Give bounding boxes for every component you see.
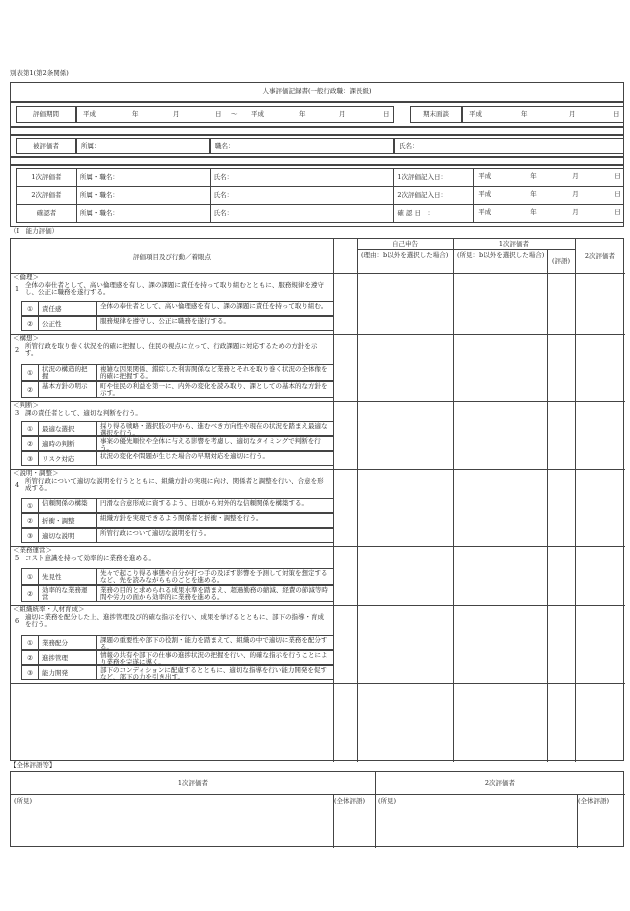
- col-self-header: 自己申告: [392, 240, 418, 248]
- sub-item-text: 服務規律を遵守し、公正に職務を遂行する。: [100, 317, 230, 325]
- sub-item-number: ①: [27, 424, 33, 433]
- sub-item-text: 複雑な因果関係、錯綜した利害関係など業務とそれを取り巻く状況の全体像を的確に把握する。: [100, 365, 328, 381]
- evaluator-role: 確認者: [17, 205, 77, 223]
- col-second-header: 2次評価者: [584, 252, 616, 260]
- sub-item-text: 部下のコンディションに配慮するとともに、適切な指導を行い能力開発を促すなど、部下の力を引き出す。: [100, 666, 327, 682]
- self-reason-cell[interactable]: [357, 469, 453, 546]
- sub-item-number: ②: [27, 516, 33, 525]
- sub-item-row: [21, 568, 333, 585]
- sub-item-text: 採り得る戦略・選択肢の中から、進むべき方向性や現在の状況を踏まえ最適な選択を行う。: [100, 422, 328, 438]
- sub-item-text: 組織方針を実現できるよう関係者と折衝・調整を行う。: [100, 514, 263, 522]
- sub-item-number: ②: [27, 439, 33, 448]
- first-comment-cell[interactable]: [453, 273, 547, 334]
- period-label-cell: 評価期間: [16, 106, 76, 123]
- second-rating-cell[interactable]: [575, 334, 625, 401]
- sub-item-row: [21, 316, 333, 331]
- evaluator-date[interactable]: 平成 年 月 日: [474, 169, 624, 187]
- sub-item-row: [21, 513, 333, 528]
- category-description: 所管行政を取り巻く状況を的確に把握し、住民の視点に立って、行政課題に対応するための方針を示す。: [25, 342, 318, 358]
- category-block: [11, 273, 625, 334]
- self-reason-cell[interactable]: [357, 546, 453, 605]
- first-rating-cell[interactable]: [547, 401, 575, 469]
- self-rating-cell[interactable]: [333, 605, 357, 683]
- sub-item-name: 状況の構造的把握: [42, 365, 88, 381]
- category-heading: ＜説明・調整＞: [13, 469, 59, 477]
- first-comment-cell[interactable]: [453, 605, 547, 683]
- evaluatee-affiliation[interactable]: 所属：: [76, 138, 210, 154]
- first-rating[interactable]: (全体評語): [334, 797, 366, 805]
- sub-item-number: ②: [27, 319, 33, 328]
- sub-item-number: ②: [27, 653, 33, 662]
- overall-table: [10, 771, 624, 847]
- evaluatee-name[interactable]: 氏名：: [394, 138, 624, 154]
- self-reason-cell[interactable]: [357, 334, 453, 401]
- category-heading: ＜組織統率・人材育成＞: [13, 605, 85, 613]
- category-block: [11, 401, 625, 469]
- sub-item-name: 信頼関係の構築: [42, 499, 88, 507]
- first-comment-cell[interactable]: [453, 401, 547, 469]
- overall-second-header: 2次評価者: [484, 779, 516, 787]
- sub-item-text: 町や住民の利益を第一に、内外の変化を読み取り、課としての基本的な方針を示す。: [100, 382, 328, 398]
- sub-item-row: [21, 498, 333, 513]
- sub-item-text: 所管行政について適切な説明を行う。: [100, 529, 211, 537]
- category-heading: ＜構想＞: [13, 334, 39, 342]
- evaluator-date[interactable]: 平成 年 月 日: [474, 205, 624, 223]
- title-bar: [10, 82, 624, 102]
- evaluatee-post[interactable]: 職名：: [210, 138, 394, 154]
- self-reason-cell[interactable]: [357, 273, 453, 334]
- sub-item-row: [21, 650, 333, 665]
- col-first-rating: (評語): [551, 257, 571, 265]
- self-rating-cell[interactable]: [333, 469, 357, 546]
- sub-item-number: ①: [27, 304, 33, 313]
- col-items-header: 評価項目及び行動／着眼点: [133, 253, 211, 261]
- self-reason-cell[interactable]: [357, 401, 453, 469]
- second-rating-cell[interactable]: [575, 273, 625, 334]
- self-rating-cell[interactable]: [333, 401, 357, 469]
- sub-item-row: [21, 528, 333, 543]
- sub-item-name: リスク対応: [42, 454, 75, 463]
- category-heading: ＜判断＞: [13, 401, 39, 409]
- col-self-sub: (理由：b以外を選択した場合): [361, 251, 449, 259]
- sub-item-name: 折衝・調整: [42, 516, 75, 525]
- evaluator-name[interactable]: 氏名：: [210, 205, 394, 223]
- sub-item-text: 課題の重要性や部下の役割・能力を踏まえて、組織の中で適切に業務を配分する。: [100, 636, 328, 652]
- first-rating-cell[interactable]: [547, 546, 575, 605]
- sub-item-name: 進捗管理: [42, 653, 68, 662]
- sub-item-row: [21, 364, 333, 381]
- self-rating-cell[interactable]: [333, 334, 357, 401]
- category-description: 課の責任者として、適切な判断を行う。: [25, 409, 142, 417]
- category-block: [11, 469, 625, 546]
- sub-item-number: ①: [27, 501, 33, 510]
- category-description: コスト意識を持って効率的に業務を進める。: [25, 554, 155, 562]
- category-block: [11, 546, 625, 605]
- evaluator-date-label: 1次評価記入日：: [394, 169, 474, 187]
- category-description: 適切に業務を配分した上、進捗管理及び的確な指示を行い、成果を挙げるとともに、部下の指導・育成を行う。: [25, 613, 324, 629]
- sub-item-name: 先見性: [42, 572, 62, 581]
- first-rating-cell[interactable]: [547, 469, 575, 546]
- col-first-header: 1次評価者: [498, 240, 530, 248]
- category-description: 所管行政について適切な説明を行うとともに、組織方針の実現に向け、関係者と調整を行い、合意を形成する。: [25, 477, 324, 493]
- second-rating[interactable]: (全体評語): [578, 797, 610, 805]
- category-description: 全体の奉仕者として、高い倫理感を有し、課の課題に責任を持って取り組むとともに、服務規律を遵守し、公正に職務を遂行する。: [25, 281, 324, 297]
- second-rating-cell[interactable]: [575, 469, 625, 546]
- sub-item-number: ③: [27, 531, 33, 540]
- sub-item-name: 適時の判断: [42, 439, 75, 448]
- annex-label: 別表第1(第2条関係): [10, 69, 69, 77]
- evaluator-name[interactable]: 氏名：: [210, 169, 394, 187]
- sub-item-text: 情報の共有や部下の仕事の進捗状況の把握を行い、的確な指示を行うことにより業務を完遂に導く。: [100, 651, 328, 667]
- sub-item-name: 効率的な業務運営: [42, 586, 88, 602]
- sub-item-name: 適切な説明: [42, 531, 75, 540]
- sub-item-number: ②: [27, 385, 33, 394]
- sub-item-text: 全体の奉仕者として、高い倫理感を有し、課の課題に責任を持って取り組む。: [100, 302, 328, 310]
- category-number: 6: [15, 617, 20, 625]
- first-rating-cell[interactable]: [547, 273, 575, 334]
- col-first-sub: (所見：b以外を選択した場合): [457, 251, 545, 259]
- sub-item-row: [21, 451, 333, 466]
- category-number: 4: [15, 481, 20, 489]
- sub-item-row: [21, 665, 333, 680]
- category-number: 5: [15, 554, 20, 562]
- evaluator-date-label: 2次評価記入日：: [394, 187, 474, 205]
- sub-item-number: ③: [27, 454, 33, 463]
- sub-item-name: 能力開発: [42, 668, 68, 677]
- evaluators-table: [16, 168, 624, 223]
- first-comment[interactable]: (所見): [14, 797, 33, 805]
- second-comment[interactable]: (所見): [378, 797, 397, 805]
- sub-item-text: 事案の優先順位や全体に与える影響を考慮し、適切なタイミングで判断を行う。: [100, 437, 321, 453]
- sub-item-name: 業務配分: [42, 638, 68, 647]
- period-dates[interactable]: 平成 年 月 日 〜 平成 年 月 日: [76, 106, 394, 123]
- self-reason-cell[interactable]: [357, 605, 453, 683]
- sub-item-text: 業務の目的と求められる成果水準を踏まえ、超過勤務の縮減、経費の節減等時間や労力の面から効率的に業務を進める。: [100, 586, 328, 602]
- category-block: [11, 334, 625, 401]
- evaluatee-label: 被評価者: [33, 142, 59, 150]
- category-number: 2: [15, 346, 20, 354]
- first-comment-cell[interactable]: [453, 334, 547, 401]
- sub-item-number: ①: [27, 638, 33, 647]
- page-title: 人事評価記録書(一般行政職：課長級): [262, 87, 372, 95]
- interview-date[interactable]: 平成 年 月 日: [462, 106, 624, 123]
- evaluator-role: 1次評価者: [17, 169, 77, 187]
- sub-item-row: [21, 585, 333, 602]
- sub-item-text: 先々で起こり得る事態や自分が打つ手の及ぼす影響を予測して対策を想定するなど、先を読みながらものごとを進める。: [100, 569, 328, 585]
- self-rating-cell[interactable]: [333, 273, 357, 334]
- ability-table: [10, 238, 624, 761]
- interview-label-cell: 期末面談: [410, 106, 462, 123]
- second-rating-cell[interactable]: [575, 546, 625, 605]
- spacer: [10, 157, 624, 165]
- sub-item-row: [21, 436, 333, 451]
- overall-first-header: 1次評価者: [177, 779, 209, 787]
- sub-item-row: [21, 635, 333, 650]
- first-rating-cell[interactable]: [547, 334, 575, 401]
- overall-label: 【全体評語等】: [10, 761, 56, 769]
- sub-item-row: [21, 421, 333, 436]
- evaluator-affiliation[interactable]: 所属・職名：: [76, 205, 210, 223]
- category-heading: ＜業務運営＞: [13, 546, 52, 554]
- sub-item-text: 状況の変化や問題が生じた場合の早期対応を適切に行う。: [100, 452, 269, 460]
- ability-section-label: （Ⅰ 能力評価）: [10, 227, 59, 235]
- sub-item-number: ①: [27, 572, 33, 581]
- sub-item-number: ②: [27, 589, 33, 598]
- first-rating-cell[interactable]: [547, 605, 575, 683]
- sub-item-name: 責任感: [42, 304, 62, 313]
- evaluator-affiliation[interactable]: 所属・職名：: [76, 187, 210, 205]
- evaluator-affiliation[interactable]: 所属・職名：: [76, 169, 210, 187]
- sub-item-name: 最適な選択: [42, 424, 75, 433]
- second-rating-cell[interactable]: [575, 401, 625, 469]
- first-comment-cell[interactable]: [453, 469, 547, 546]
- sub-item-row: [21, 381, 333, 398]
- sub-item-text: 円滑な合意形成に資するよう、日頃から対外的な信頼関係を構築する。: [100, 499, 308, 507]
- sub-item-name: 基本方針の明示: [42, 382, 88, 390]
- first-comment-cell[interactable]: [453, 546, 547, 605]
- second-rating-cell[interactable]: [575, 605, 625, 683]
- category-number: 1: [15, 285, 20, 293]
- category-number: 3: [15, 409, 20, 417]
- sub-item-row: [21, 301, 333, 316]
- spacer: [10, 127, 624, 135]
- category-heading: ＜倫理＞: [13, 273, 39, 281]
- sub-item-number: ①: [27, 368, 33, 377]
- evaluator-date[interactable]: 平成 年 月 日: [474, 187, 624, 205]
- evaluator-name[interactable]: 氏名：: [210, 187, 394, 205]
- self-rating-cell[interactable]: [333, 546, 357, 605]
- category-block: [11, 605, 625, 683]
- evaluator-role: 2次評価者: [17, 187, 77, 205]
- sub-item-name: 公正性: [42, 319, 62, 328]
- sub-item-number: ③: [27, 668, 33, 677]
- evaluator-date-label: 確 認 日 ：: [394, 205, 474, 223]
